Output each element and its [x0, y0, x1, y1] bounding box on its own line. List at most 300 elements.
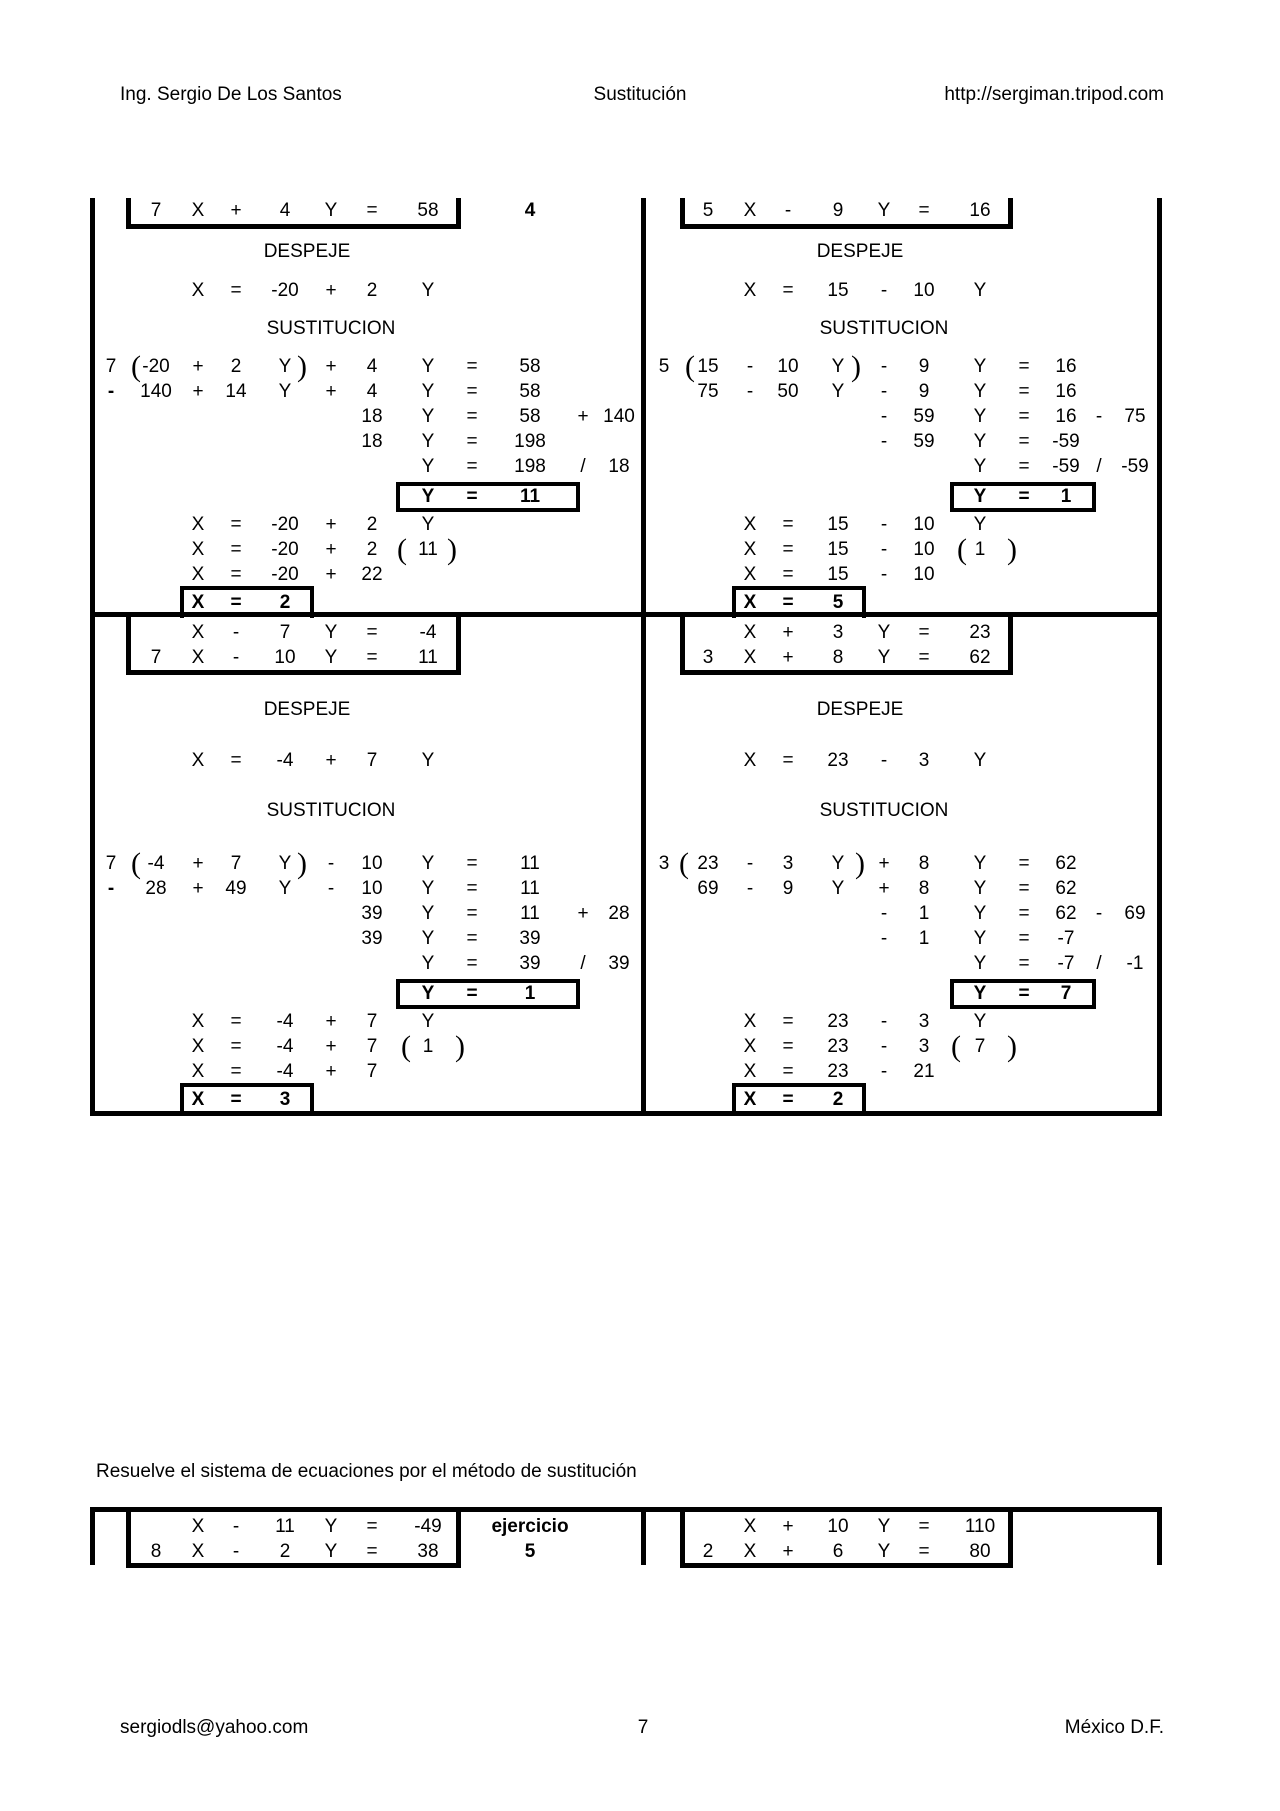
- cell: -4: [276, 1011, 294, 1032]
- cell: -59: [1121, 456, 1149, 477]
- op: -: [784, 200, 792, 221]
- cell: X: [191, 1061, 205, 1082]
- cell: 39: [519, 953, 541, 974]
- cell: 16: [1055, 406, 1077, 427]
- cell: Y: [973, 1011, 987, 1032]
- cell: Y: [421, 431, 435, 452]
- instruction-text: Resuelve el sistema de ecuaciones por el método de sustitución: [96, 1461, 637, 1482]
- cell: Y: [421, 514, 435, 535]
- ex5-top-border: [90, 1507, 1162, 1512]
- cell: 39: [519, 928, 541, 949]
- cell: -: [880, 381, 888, 402]
- cell: 18: [608, 456, 630, 477]
- y-result-value: 7: [1060, 983, 1072, 1004]
- cell: 58: [519, 356, 541, 377]
- cell: -59: [1052, 431, 1080, 452]
- cell: Y: [831, 356, 845, 377]
- x-result-eq: =: [230, 592, 242, 613]
- cell: =: [1018, 928, 1030, 949]
- y-result-eq: =: [466, 983, 478, 1004]
- ejercicio-number: 5: [524, 1541, 536, 1562]
- cell: -4: [147, 853, 165, 874]
- eq-box-left: [126, 614, 131, 674]
- cell: =: [1018, 456, 1030, 477]
- open-paren: (: [131, 350, 141, 383]
- const: 23: [969, 622, 991, 643]
- cell: =: [782, 514, 794, 535]
- cell: =: [230, 514, 242, 535]
- close-paren: ): [855, 847, 865, 880]
- cell: -: [880, 406, 888, 427]
- x-result-eq: =: [782, 1089, 794, 1110]
- cell: -: [107, 381, 115, 402]
- eq-box-right: [1008, 1507, 1013, 1567]
- y-result-value: 11: [519, 486, 541, 507]
- cell: 59: [913, 406, 935, 427]
- cell: 75: [1124, 406, 1146, 427]
- x-result-var: X: [191, 592, 205, 613]
- cell: Y: [421, 953, 435, 974]
- var: Y: [324, 1516, 338, 1537]
- cell: Y: [421, 853, 435, 874]
- coef: 10: [827, 1516, 849, 1537]
- coef: 7: [150, 200, 162, 221]
- close-paren: ): [1007, 533, 1017, 566]
- footer-email: sergiodls@yahoo.com: [120, 1717, 309, 1738]
- cell: 69: [1124, 903, 1146, 924]
- cell: X: [191, 539, 205, 560]
- cell: +: [325, 280, 337, 301]
- close-paren: ): [447, 533, 457, 566]
- cell: Y: [973, 903, 987, 924]
- x-result-value: 5: [832, 592, 844, 613]
- var: X: [191, 647, 205, 668]
- cell: Y: [973, 280, 987, 301]
- op: -: [232, 647, 240, 668]
- cell: 8: [918, 878, 930, 899]
- cell: 7: [366, 1011, 378, 1032]
- cell: 15: [697, 356, 719, 377]
- cell: 1: [974, 539, 986, 560]
- x-result-var: X: [191, 1089, 205, 1110]
- cell: Y: [421, 381, 435, 402]
- cell: /: [1096, 953, 1102, 974]
- cell: +: [577, 903, 589, 924]
- cell: Y: [278, 853, 292, 874]
- op: -: [232, 622, 240, 643]
- cell: 15: [827, 514, 849, 535]
- eq-box-bottom: [680, 1563, 1013, 1568]
- cell: 15: [827, 564, 849, 585]
- cell: -: [880, 1061, 888, 1082]
- ex5-center-divider: [641, 1507, 646, 1565]
- cell: -4: [276, 750, 294, 771]
- cell: 23: [827, 750, 849, 771]
- cell: 2: [230, 356, 242, 377]
- const: 16: [969, 200, 991, 221]
- cell: 140: [603, 406, 635, 427]
- cell: 11: [418, 539, 438, 560]
- cell: 75: [697, 381, 719, 402]
- cell: 18: [361, 431, 383, 452]
- x-result-value: 3: [279, 1089, 291, 1110]
- var: X: [743, 647, 757, 668]
- cell: =: [466, 953, 478, 974]
- cell: =: [782, 564, 794, 585]
- cell: 11: [520, 903, 540, 924]
- cell: -20: [271, 514, 299, 535]
- cell: Y: [973, 750, 987, 771]
- const: 62: [969, 647, 991, 668]
- cell: /: [580, 953, 586, 974]
- cell: Y: [973, 456, 987, 477]
- cell: Y: [831, 381, 845, 402]
- cell: 28: [608, 903, 630, 924]
- cell: =: [466, 928, 478, 949]
- cell: X: [743, 1061, 757, 1082]
- cell: Y: [421, 903, 435, 924]
- op: -: [232, 1541, 240, 1562]
- close-paren: ): [851, 350, 861, 383]
- cell: -: [880, 1011, 888, 1032]
- equals: =: [366, 1541, 378, 1562]
- equals: =: [918, 622, 930, 643]
- cell: =: [1018, 431, 1030, 452]
- coef: 4: [279, 200, 291, 221]
- equals: =: [366, 1516, 378, 1537]
- var: X: [743, 1541, 757, 1562]
- cell: -4: [276, 1036, 294, 1057]
- open-paren: (: [131, 847, 141, 880]
- equals: =: [366, 647, 378, 668]
- cell: -: [1095, 903, 1103, 924]
- cell: 23: [827, 1011, 849, 1032]
- cell: 9: [918, 381, 930, 402]
- cell: 3: [782, 853, 794, 874]
- despeje-label: DESPEJE: [263, 241, 351, 262]
- cell: 3: [918, 1036, 930, 1057]
- cell: -: [746, 381, 754, 402]
- cell: =: [782, 1036, 794, 1057]
- cell: 62: [1055, 903, 1077, 924]
- eq-box-bottom: [126, 224, 461, 229]
- cell: 21: [913, 1061, 935, 1082]
- cell: =: [466, 878, 478, 899]
- cell: =: [782, 750, 794, 771]
- coef: 10: [274, 647, 296, 668]
- op: -: [232, 1516, 240, 1537]
- sustitucion-label: SUSTITUCION: [819, 800, 949, 821]
- cell: =: [1018, 903, 1030, 924]
- close-paren: ): [297, 350, 307, 383]
- cell: =: [782, 539, 794, 560]
- var: Y: [877, 1516, 891, 1537]
- cell: 7: [366, 750, 378, 771]
- cell: 7: [105, 853, 117, 874]
- coef: 9: [832, 200, 844, 221]
- op: +: [782, 647, 794, 668]
- coef: 7: [279, 622, 291, 643]
- cell: 1: [918, 928, 930, 949]
- y-result-var: Y: [973, 983, 987, 1004]
- cell: +: [192, 853, 204, 874]
- cell: +: [878, 853, 890, 874]
- cell: Y: [278, 878, 292, 899]
- cell: 4: [366, 381, 378, 402]
- cell: =: [1018, 356, 1030, 377]
- equals: =: [918, 1541, 930, 1562]
- cell: =: [1018, 381, 1030, 402]
- cell: 22: [361, 564, 383, 585]
- cell: +: [325, 356, 337, 377]
- eq-box-bottom: [680, 670, 1013, 675]
- eq-box-bottom: [126, 670, 461, 675]
- cell: Y: [831, 878, 845, 899]
- coef: 11: [275, 1516, 295, 1537]
- cell: +: [878, 878, 890, 899]
- cell: -: [880, 539, 888, 560]
- cell: +: [325, 1061, 337, 1082]
- var: Y: [877, 647, 891, 668]
- cell: -1: [1126, 953, 1144, 974]
- cell: 14: [225, 381, 247, 402]
- cell: =: [466, 381, 478, 402]
- cell: 8: [918, 853, 930, 874]
- x-result-eq: =: [230, 1089, 242, 1110]
- cell: Y: [421, 928, 435, 949]
- cell: =: [1018, 853, 1030, 874]
- cell: =: [1018, 953, 1030, 974]
- cell: =: [466, 853, 478, 874]
- grid-left-border: [90, 198, 95, 1116]
- close-paren: ): [455, 1030, 465, 1063]
- grid-center-divider: [641, 198, 646, 1116]
- despeje-label: DESPEJE: [263, 699, 351, 720]
- cell: -: [880, 903, 888, 924]
- cell: Y: [973, 381, 987, 402]
- cell: 9: [782, 878, 794, 899]
- cell: +: [577, 406, 589, 427]
- open-paren: (: [951, 1030, 961, 1063]
- cell: 1: [918, 903, 930, 924]
- cell: 39: [361, 928, 383, 949]
- open-paren: (: [397, 533, 407, 566]
- eq-box-bottom: [126, 1563, 461, 1568]
- cell: =: [230, 539, 242, 560]
- cell: +: [325, 1011, 337, 1032]
- cell: X: [191, 280, 205, 301]
- cell: 23: [697, 853, 719, 874]
- coef: 7: [150, 647, 162, 668]
- despeje-label: DESPEJE: [816, 241, 904, 262]
- cell: =: [466, 903, 478, 924]
- close-paren: ): [297, 847, 307, 880]
- cell: -: [746, 356, 754, 377]
- x-result-var: X: [743, 1089, 757, 1110]
- op: +: [230, 200, 242, 221]
- var: X: [743, 622, 757, 643]
- cell: =: [466, 456, 478, 477]
- cell: 10: [913, 280, 935, 301]
- cell: +: [325, 750, 337, 771]
- cell: 2: [366, 539, 378, 560]
- cell: -20: [271, 280, 299, 301]
- ex5-right-border: [1157, 1507, 1162, 1565]
- cell: -: [327, 853, 335, 874]
- cell: -4: [276, 1061, 294, 1082]
- cell: -: [880, 1036, 888, 1057]
- cell: Y: [421, 1011, 435, 1032]
- eq-box-right: [456, 614, 461, 674]
- cell: +: [325, 564, 337, 585]
- cell: =: [466, 356, 478, 377]
- coef: 8: [150, 1541, 162, 1562]
- cell: X: [191, 1011, 205, 1032]
- cell: +: [325, 1036, 337, 1057]
- cell: -20: [271, 539, 299, 560]
- y-result-eq: =: [1018, 983, 1030, 1004]
- cell: +: [325, 381, 337, 402]
- const: 110: [964, 1516, 996, 1537]
- coef: 3: [832, 622, 844, 643]
- eq-box-right: [456, 1507, 461, 1567]
- eq-box-left: [680, 614, 685, 674]
- cell: 2: [366, 280, 378, 301]
- cell: Y: [421, 280, 435, 301]
- cell: 49: [225, 878, 247, 899]
- cell: Y: [973, 406, 987, 427]
- open-paren: (: [679, 847, 689, 880]
- cell: =: [1018, 406, 1030, 427]
- cell: Y: [421, 750, 435, 771]
- open-paren: (: [957, 533, 967, 566]
- sustitucion-label: SUSTITUCION: [819, 318, 949, 339]
- cell: 10: [361, 878, 383, 899]
- cell: Y: [278, 356, 292, 377]
- header-title: Sustitución: [593, 84, 687, 105]
- var: X: [191, 622, 205, 643]
- y-result-eq: =: [1018, 486, 1030, 507]
- cell: -: [880, 280, 888, 301]
- equals: =: [918, 1516, 930, 1537]
- cell: 62: [1055, 853, 1077, 874]
- footer-location: México D.F.: [1064, 1717, 1164, 1738]
- cell: 10: [913, 564, 935, 585]
- cell: X: [743, 1011, 757, 1032]
- cell: +: [325, 514, 337, 535]
- cell: 140: [140, 381, 172, 402]
- cell: -: [327, 878, 335, 899]
- cell: =: [230, 280, 242, 301]
- cell: 2: [366, 514, 378, 535]
- coef: 2: [279, 1541, 291, 1562]
- var: Y: [324, 200, 338, 221]
- cell: Y: [973, 431, 987, 452]
- cell: -: [880, 750, 888, 771]
- var: Y: [324, 622, 338, 643]
- cell: 10: [361, 853, 383, 874]
- cell: =: [230, 564, 242, 585]
- cell: X: [191, 750, 205, 771]
- y-result-value: 1: [524, 983, 536, 1004]
- eq-box-bottom: [680, 224, 1013, 229]
- cell: X: [191, 1036, 205, 1057]
- cell: Y: [973, 953, 987, 974]
- cell: 15: [827, 280, 849, 301]
- var: Y: [877, 622, 891, 643]
- op: +: [782, 622, 794, 643]
- y-result-var: Y: [421, 486, 435, 507]
- cell: Y: [421, 356, 435, 377]
- cell: 3: [918, 750, 930, 771]
- cell: 9: [918, 356, 930, 377]
- cell: -: [746, 878, 754, 899]
- cell: 10: [913, 539, 935, 560]
- cell: -7: [1057, 928, 1075, 949]
- cell: X: [743, 1036, 757, 1057]
- cell: X: [743, 564, 757, 585]
- cell: /: [1096, 456, 1102, 477]
- cell: -: [880, 928, 888, 949]
- cell: -7: [1057, 953, 1075, 974]
- cell: -: [880, 356, 888, 377]
- exercise-number: 4: [524, 200, 536, 221]
- cell: 7: [366, 1036, 378, 1057]
- cell: Y: [831, 853, 845, 874]
- coef: 6: [832, 1541, 844, 1562]
- header-url: http://sergiman.tripod.com: [944, 84, 1164, 105]
- cell: -: [107, 878, 115, 899]
- cell: 10: [913, 514, 935, 535]
- cell: 59: [913, 431, 935, 452]
- cell: 15: [827, 539, 849, 560]
- cell: =: [782, 1011, 794, 1032]
- cell: 62: [1055, 878, 1077, 899]
- x-result-var: X: [743, 592, 757, 613]
- equals: =: [918, 200, 930, 221]
- cell: 16: [1055, 356, 1077, 377]
- cell: /: [580, 456, 586, 477]
- cell: Y: [421, 456, 435, 477]
- ejercicio-label: ejercicio: [491, 1516, 569, 1537]
- header-author: Ing. Sergio De Los Santos: [120, 84, 342, 105]
- cell: +: [325, 539, 337, 560]
- cell: 23: [827, 1061, 849, 1082]
- cell: X: [191, 514, 205, 535]
- despeje-label: DESPEJE: [816, 699, 904, 720]
- cell: X: [743, 750, 757, 771]
- cell: Y: [421, 406, 435, 427]
- cell: 3: [918, 1011, 930, 1032]
- cell: 1: [422, 1036, 434, 1057]
- cell: 5: [658, 356, 670, 377]
- y-result-value: 1: [1060, 486, 1072, 507]
- cell: 7: [974, 1036, 986, 1057]
- cell: -: [880, 564, 888, 585]
- var: Y: [324, 1541, 338, 1562]
- cell: Y: [973, 928, 987, 949]
- cell: 3: [658, 853, 670, 874]
- open-paren: (: [685, 350, 695, 383]
- ex5-left-border: [90, 1507, 95, 1565]
- cell: 198: [514, 431, 546, 452]
- const: 80: [969, 1541, 991, 1562]
- cell: 69: [697, 878, 719, 899]
- const: 58: [417, 200, 439, 221]
- cell: Y: [973, 356, 987, 377]
- cell: 50: [777, 381, 799, 402]
- close-paren: ): [1007, 1030, 1017, 1063]
